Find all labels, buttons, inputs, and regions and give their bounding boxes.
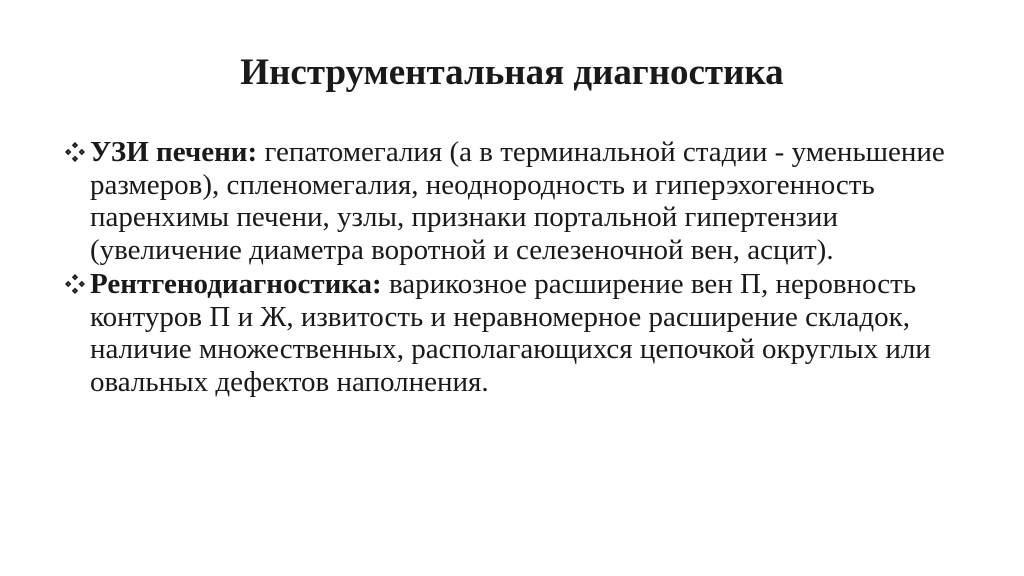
diamond-bullet-icon bbox=[62, 271, 88, 297]
bullet-item-xray bbox=[62, 268, 962, 398]
bullet-list bbox=[62, 136, 962, 400]
slide-title: Инструментальная диагностика bbox=[240, 52, 784, 93]
diamond-bullet-icon bbox=[62, 139, 88, 165]
bullet-term: Рентгенодиагностика: bbox=[90, 268, 382, 300]
bullet-text: варикозное расширение вен П, неровность контуров П и Ж, извитость и неравномерное расширение складок, наличие множественных, располагающихся цепочкой округлых или овальных дефектов наполнения. bbox=[90, 268, 931, 398]
bullet-item-uzi bbox=[62, 136, 962, 266]
bullet-term: УЗИ печени: bbox=[90, 136, 258, 168]
bullet-text: гепатомегалия (а в терминальной стадии - уменьшение размеров), спленомегалия, неоднородность и гиперэхогенность паренхимы печени, узлы, признаки портальной гипертензии (увеличение диаметра воротной и селезеночной вен, асцит). bbox=[90, 136, 945, 266]
